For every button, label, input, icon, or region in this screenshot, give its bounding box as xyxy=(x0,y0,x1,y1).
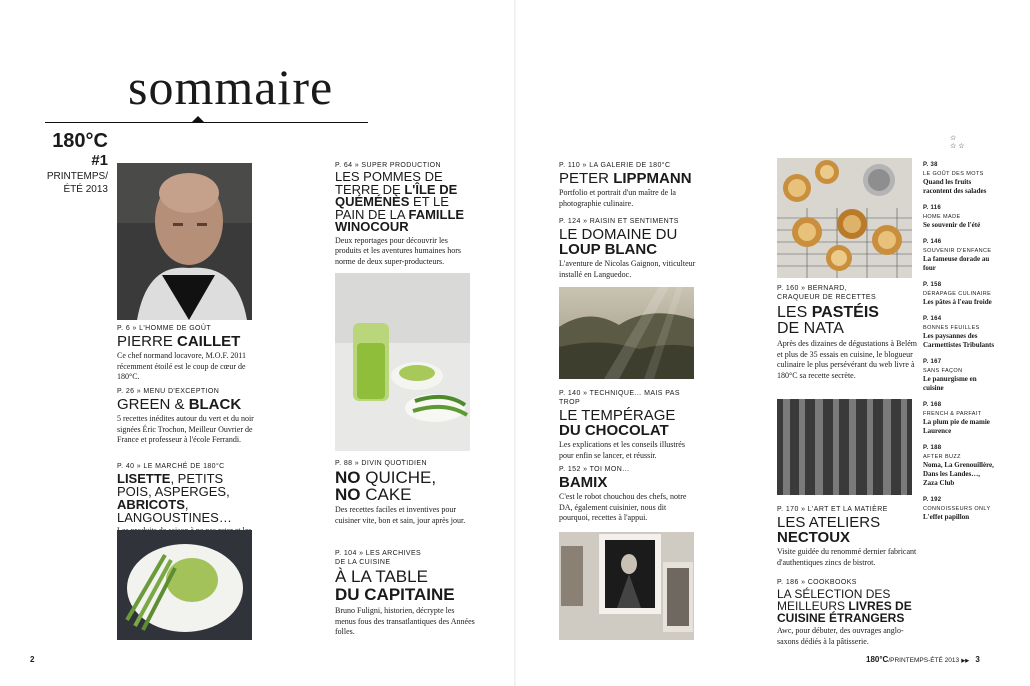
headline-bold: NECTOUX xyxy=(777,529,851,546)
description: Awc, pour débuter, des ouvrages anglo-saxons dédiés à la pâtisserie. xyxy=(777,626,904,646)
photo-pasteis xyxy=(777,158,912,278)
description: Portfolio et portrait d'un maître de la photographie culinaire. xyxy=(559,188,676,208)
description: Les explications et les conseils illustrés pour enfin se lancer, et réussir. xyxy=(559,440,685,460)
headline-bold: NO xyxy=(335,485,361,504)
headline-part: LA SÉLECTION DES MEILLEURS xyxy=(777,587,891,613)
kicker: P. 140 » TECHNIQUE… MAIS PAS TROP xyxy=(559,390,680,406)
kicker: DE LA CUISINE xyxy=(335,559,391,566)
side-entry[interactable] xyxy=(923,497,995,522)
footer-brand: 180°C xyxy=(866,655,889,664)
headline-part: DE NATA xyxy=(777,320,844,337)
headline-bold: LIPPMANN xyxy=(613,170,692,187)
description: Bruno Fuligni, historien, décrypte les menus fous des transatlantiques des Années folles. xyxy=(335,606,475,636)
photo-pierre-caillet xyxy=(117,163,252,320)
side-rubric: SANS FAÇON xyxy=(923,368,963,374)
kicker: P. 124 » RAISIN ET SENTIMENTS xyxy=(559,218,679,225)
side-rubric: BONNES FEUILLES xyxy=(923,325,980,331)
description: 5 recettes inédites autour du vert et du noir signées Éric Trochon, Meilleur Ouvrier de France et professeur à l'école Ferrandi. xyxy=(117,414,254,444)
article-pommes-de-terre[interactable] xyxy=(335,161,475,267)
left-page-number: 2 xyxy=(30,655,35,664)
article-loup-blanc[interactable] xyxy=(559,217,699,280)
description: Des recettes faciles et inventives pour cuisiner vite, bon et sain, jour après jour. xyxy=(335,505,466,525)
kicker: P. 186 » COOKBOOKS xyxy=(777,579,857,586)
star-ornament: ☆ ☆☆ xyxy=(950,134,967,150)
side-page: P. 168 xyxy=(923,402,942,408)
article-temperage[interactable] xyxy=(559,389,699,461)
side-title: Les paysannes des Carmettistes Tribulants xyxy=(923,332,995,349)
side-entry[interactable] xyxy=(923,162,995,196)
side-column xyxy=(923,162,995,522)
headline-bold: BAMIX xyxy=(559,474,608,491)
photo-gallery-frames xyxy=(559,532,694,640)
kicker: P. 152 » TOI MON… xyxy=(559,466,630,473)
side-rubric: HOME MADE xyxy=(923,214,961,220)
title-notch xyxy=(192,116,204,122)
headline xyxy=(117,334,257,349)
page-title: sommaire xyxy=(128,59,334,115)
side-page: P. 158 xyxy=(923,282,942,288)
headline-part: CAKE xyxy=(360,485,412,504)
issue-number: #1 xyxy=(91,152,108,169)
headline-part: LE TEMPÉRAGE xyxy=(559,407,676,424)
kicker: P. 64 » SUPER PRODUCTION xyxy=(335,162,441,169)
side-title: La fameuse dorade au four xyxy=(923,255,990,272)
side-page: P. 188 xyxy=(923,445,942,451)
footer-issue: /PRINTEMPS-ÉTÉ 2013 xyxy=(888,657,960,664)
article-livres[interactable] xyxy=(777,578,917,647)
headline xyxy=(335,568,475,604)
description: Visite guidée du renommé dernier fabricant d'authentiques zincs de bistrot. xyxy=(777,547,917,567)
headline-bold: BLACK xyxy=(188,396,242,413)
side-entry[interactable] xyxy=(923,316,995,350)
side-entry[interactable] xyxy=(923,445,995,488)
right-page-number: 3 xyxy=(975,655,980,664)
headline-part: , PETITS POIS, ASPERGES, xyxy=(117,471,230,499)
side-title: L'effet papillon xyxy=(923,513,970,521)
headline xyxy=(559,475,699,490)
headline-bold: CAILLET xyxy=(177,333,241,350)
article-peter-lippmann[interactable] xyxy=(559,161,699,209)
headline-bold: LIVRES DE CUISINE ÉTRANGERS xyxy=(777,599,912,625)
issue-block xyxy=(40,130,108,196)
side-title: Se souvenir de l'été xyxy=(923,221,981,229)
article-table-capitaine[interactable] xyxy=(335,549,475,638)
side-page: P. 164 xyxy=(923,316,942,322)
magazine-brand: 180°C xyxy=(52,130,108,152)
article-green-black[interactable] xyxy=(117,387,257,446)
headline xyxy=(559,408,699,438)
side-page: P. 167 xyxy=(923,359,942,365)
side-rubric: AFTER BUZZ xyxy=(923,454,961,460)
headline xyxy=(335,171,475,234)
headline-bold: DU CHOCOLAT xyxy=(559,422,669,439)
headline-part: LES POMMES DE TERRE DE xyxy=(335,169,443,197)
headline-bold: FAMILLE WINOCOUR xyxy=(335,206,465,234)
side-rubric: DÉRAPAGE CULINAIRE xyxy=(923,291,992,297)
headline xyxy=(777,515,917,545)
description: L'aventure de Nicolas Gaignon, viticulteur installé en Languedoc. xyxy=(559,259,696,279)
headline-bold: ABRICOTS xyxy=(117,497,185,512)
photo-green-soup xyxy=(335,273,470,451)
headline-bold: DU CAPITAINE xyxy=(335,585,455,604)
kicker: P. 160 » BERNARD, xyxy=(777,285,848,292)
headline xyxy=(117,472,257,524)
side-entry[interactable] xyxy=(923,359,995,393)
headline-part: LES xyxy=(777,304,812,321)
article-no-quiche[interactable] xyxy=(335,459,475,526)
headline xyxy=(335,469,475,503)
side-rubric: SOUVENIR D'ENFANCE xyxy=(923,248,992,254)
photo-vineyard xyxy=(559,287,694,379)
side-title: La plum pie de mamie Laurence xyxy=(923,418,990,435)
kicker: P. 170 » L'ART ET LA MATIÈRE xyxy=(777,506,888,513)
description: Après des dizaines de dégustations à Belém et plus de 35 essais en cuisine, le blogueur culinaire le plus persévérant du web livre à 180°C sa recette secrète. xyxy=(777,339,917,380)
headline-part: LES ATELIERS xyxy=(777,514,881,531)
kicker: P. 40 » LE MARCHÉ DE 180°C xyxy=(117,463,225,470)
kicker: P. 6 » L'HOMME DE GOÛT xyxy=(117,325,212,332)
side-title: Les pâtes à l'eau froide xyxy=(923,298,992,306)
footer-arrows: ▶▶ xyxy=(961,658,970,664)
headline-part: PIERRE xyxy=(117,333,178,350)
side-page: P. 116 xyxy=(923,205,942,211)
photo-asparagus xyxy=(117,530,252,640)
spread-gutter xyxy=(514,0,516,686)
kicker: P. 110 » LA GALERIE DE 180°C xyxy=(559,162,671,169)
side-rubric: FRENCH & PARFAIT xyxy=(923,411,982,417)
headline-bold: LOUP BLANC xyxy=(559,241,658,258)
photo-nectoux-zinc xyxy=(777,399,912,495)
description: Deux reportages pour découvrir les produits et les aventures humaines hors norme de deux super-producteurs. xyxy=(335,235,461,266)
side-title: Le panurgisme en cuisine xyxy=(923,375,977,392)
side-title: Noma, La Grenouillère, Dans les Landes…, Zaza Club xyxy=(923,461,994,487)
side-entry[interactable] xyxy=(923,282,995,307)
headline-bold: LISETTE xyxy=(117,471,171,486)
side-page: P. 146 xyxy=(923,239,942,245)
headline-bold: NO xyxy=(335,468,361,487)
kicker: P. 88 » DIVIN QUOTIDIEN xyxy=(335,460,427,467)
headline-bold: L'ÎLE DE QUÉMÉNÈS xyxy=(335,181,458,209)
side-entry[interactable] xyxy=(923,402,995,436)
headline-part: ET LE PAIN DE LA xyxy=(335,194,449,222)
side-page: P. 38 xyxy=(923,162,938,168)
side-title: Quand les fruits racontent des salades xyxy=(923,178,987,195)
article-pasteis[interactable] xyxy=(777,284,917,381)
headline-part: PETER xyxy=(559,170,614,187)
article-nectoux[interactable] xyxy=(777,505,917,568)
headline xyxy=(117,397,257,412)
side-page: P. 192 xyxy=(923,497,942,503)
headline-part: , LANGOUSTINES xyxy=(117,497,219,525)
title-rule xyxy=(45,122,368,123)
headline xyxy=(559,171,699,186)
description: Ce chef normand locavore, M.O.F. 2011 récemment étoilé est le coup de cœur de 180°C. xyxy=(117,351,247,381)
description: C'est le robot chouchou des chefs, notre DA, également cuisinier, nous dit pourquoi, recettes à l'appui. xyxy=(559,492,687,522)
headline xyxy=(777,588,917,624)
article-pierre-caillet[interactable] xyxy=(117,324,257,383)
footer-line xyxy=(866,655,980,664)
kicker: P. 104 » LES ARCHIVES xyxy=(335,550,422,557)
issue-season-2: ÉTÉ 2013 xyxy=(63,184,108,195)
headline-part: GREEN & xyxy=(117,396,189,413)
side-rubric: LE GOÛT DES MOTS xyxy=(923,171,984,177)
headline-part: LE DOMAINE DU xyxy=(559,226,678,243)
issue-season-1: PRINTEMPS/ xyxy=(46,171,108,182)
kicker: P. 26 » MENU D'EXCEPTION xyxy=(117,388,220,395)
headline-part: QUICHE, xyxy=(360,468,437,487)
side-rubric: CONNOISSEURS ONLY xyxy=(923,506,991,512)
headline xyxy=(777,305,917,337)
article-bamix[interactable] xyxy=(559,465,699,524)
headline-bold: PASTÉIS xyxy=(811,304,879,321)
kicker: CRAQUEUR DE RECETTES xyxy=(777,294,877,301)
side-entry[interactable] xyxy=(923,239,995,273)
headline-part: À LA TABLE xyxy=(335,567,428,586)
side-entry[interactable] xyxy=(923,205,995,230)
headline xyxy=(559,227,699,257)
headline-part: … xyxy=(218,510,232,525)
